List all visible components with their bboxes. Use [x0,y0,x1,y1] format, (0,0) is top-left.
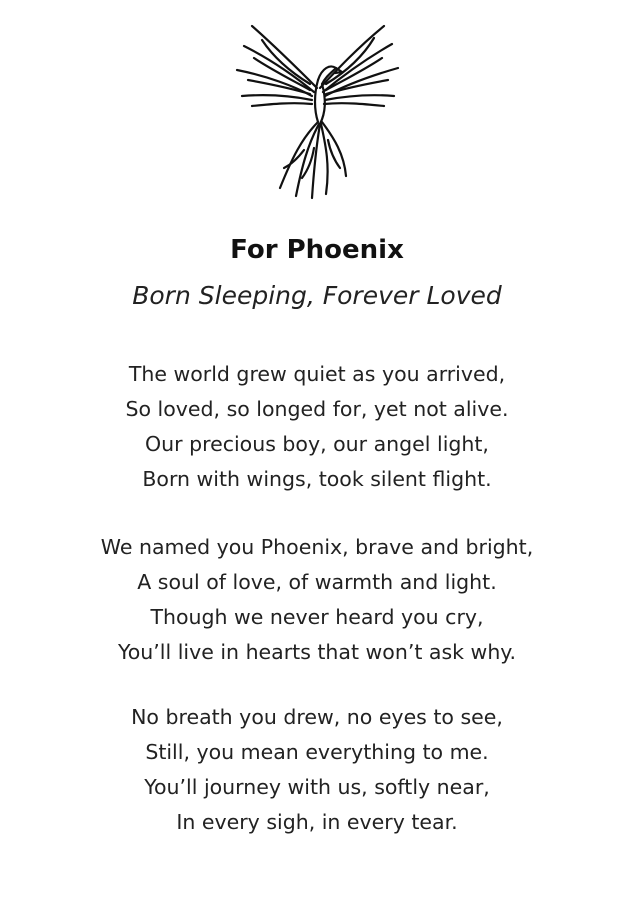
poem-line: Born with wings, took silent flight. [142,467,492,491]
poem-line: Our precious boy, our angel light, [145,432,489,456]
stanza-3 [0,700,634,840]
poem-line: No breath you drew, no eyes to see, [131,705,503,729]
poem-line: The world grew quiet as you arrived, [128,362,506,386]
poem-line: Still, you mean everything to me. [145,740,489,764]
poem-line: Though we never heard you cry, [150,605,484,629]
poem-line: We named you Phoenix, brave and bright, [100,535,534,559]
poem-line: In every sigh, in every tear. [176,810,458,834]
stanza-1 [0,357,634,497]
poem-line: You’ll journey with us, softly near, [144,775,490,799]
poem-line: So loved, so longed for, yet not alive. [125,397,509,421]
poem-line: You’ll live in hearts that won’t ask why. [117,640,517,664]
poem-line: A soul of love, of warmth and light. [137,570,497,594]
phoenix-icon [222,18,412,208]
poem-title: For Phoenix [230,235,404,265]
stanza-2 [0,530,634,670]
poem-subtitle: Born Sleeping, Forever Loved [132,281,502,310]
